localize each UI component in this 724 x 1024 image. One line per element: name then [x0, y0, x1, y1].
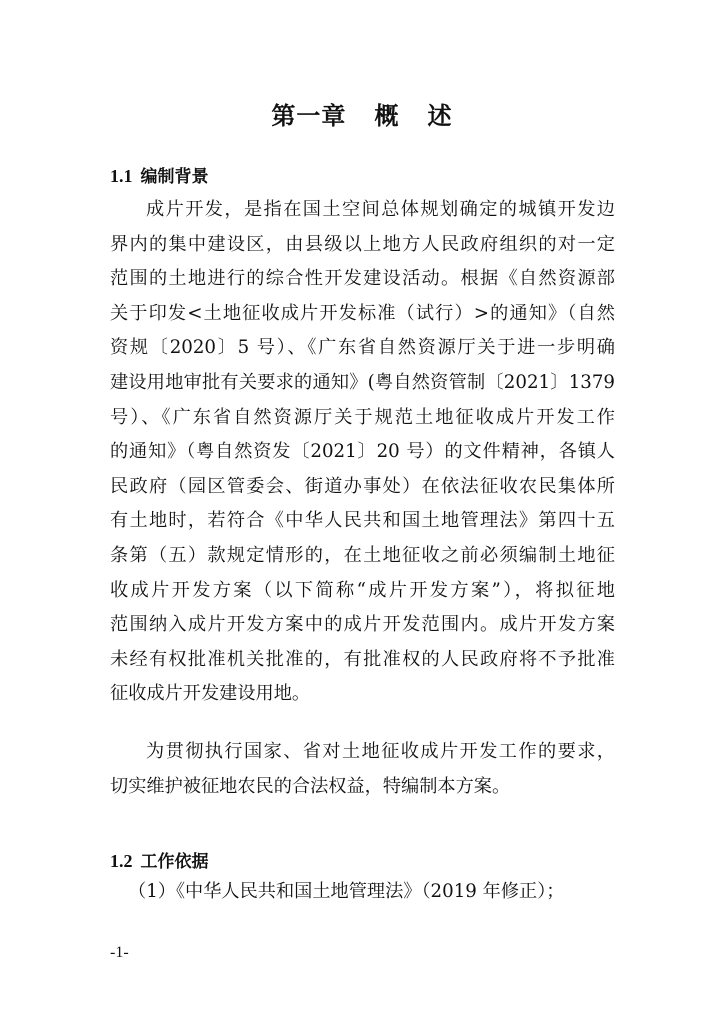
- section-heading-1-2: [110, 847, 209, 872]
- paragraph-line: 建设用地审批有关要求的通知》(粤自然资管制〔2021〕1379: [110, 371, 615, 393]
- page-number: -1-: [110, 944, 129, 961]
- paragraph-line: 号）、《广东省自然资源厅关于规范土地征收成片开发工作: [110, 406, 615, 428]
- basis-list: [128, 875, 618, 910]
- paragraph-line: 条第（五）款规定情形的，在土地征收之前必须编制土地征: [110, 544, 615, 566]
- section-number: 1.1: [110, 166, 133, 186]
- paragraph-background: [110, 193, 615, 712]
- paragraph-line: 资规〔2020〕5 号）、《广东省自然资源厅关于进一步明确: [110, 337, 615, 359]
- paragraph-line: 未经有权批准机关批准的，有批准权的人民政府将不予批准: [110, 648, 615, 670]
- paragraph-line: 收成片开发方案（以下简称“成片开发方案”），将拟征地: [110, 579, 615, 601]
- section-title: 编制背景: [140, 167, 209, 187]
- paragraph-line: 范围纳入成片开发方案中的成片开发范围内。成片开发方案: [110, 614, 615, 636]
- paragraph-line: 民政府（园区管委会、街道办事处）在依法征收农民集体所: [110, 475, 615, 497]
- paragraph-line: 征收成片开发建设用地。: [110, 683, 311, 705]
- paragraph-line: 切实维护被征地农民的合法权益，特编制本方案。: [110, 775, 511, 797]
- paragraph-line: 关于印发<土地征收成片开发标准（试行）>的通知》（自然: [110, 302, 615, 324]
- chapter-title: 第一章 概 述: [271, 102, 453, 130]
- section-heading-1-1: [110, 162, 209, 187]
- list-item: （1）《中华人民共和国土地管理法》（2019 年修正）；: [128, 881, 565, 902]
- paragraph-line: 为贯彻执行国家、省对土地征收成片开发工作的要求，: [146, 741, 615, 762]
- paragraph-purpose: [110, 735, 615, 804]
- section-number: 1.2: [110, 851, 133, 871]
- paragraph-line: 界内的集中建设区，由县级以上地方人民政府组织的对一定: [110, 233, 615, 255]
- section-title: 工作依据: [140, 852, 209, 872]
- paragraph-line: 的通知》（粤自然资发〔2021〕20 号）的文件精神，各镇人: [110, 441, 615, 463]
- paragraph-line: 范围的土地进行的综合性开发建设活动。根据《自然资源部: [110, 268, 615, 290]
- paragraph-line: 有土地时，若符合《中华人民共和国土地管理法》第四十五: [110, 510, 615, 532]
- paragraph-line: 成片开发，是指在国土空间总体规划确定的城镇开发边: [146, 199, 615, 220]
